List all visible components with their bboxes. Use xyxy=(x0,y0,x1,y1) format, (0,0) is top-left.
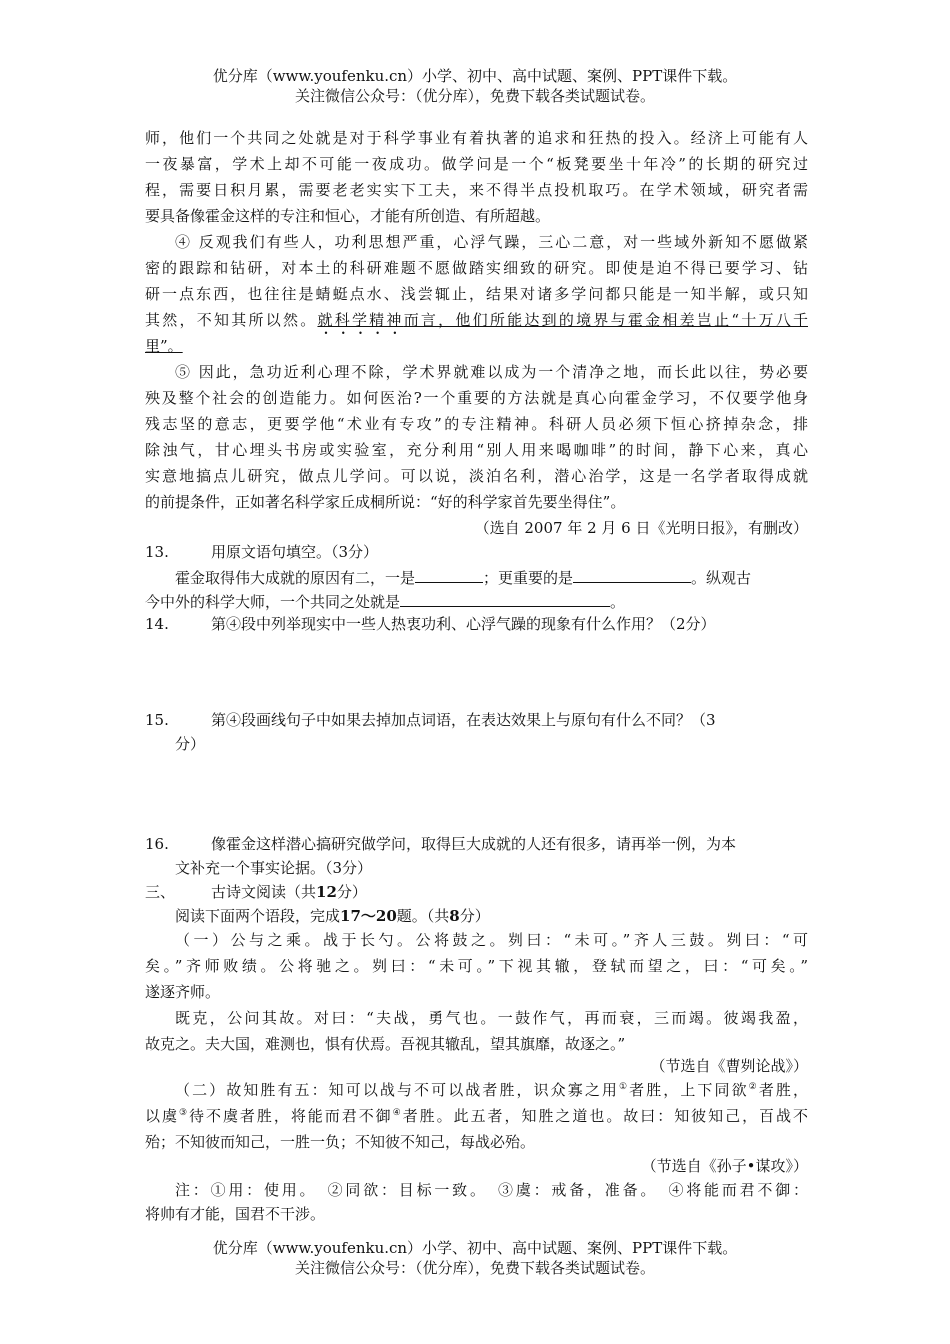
q13-text-d: 今中外的科学大师，一个共同之处就是 xyxy=(145,593,401,611)
footnote-ref-1: ① xyxy=(618,1082,630,1092)
source-2: （节选自《孙子•谋攻》） xyxy=(641,1157,808,1175)
page-header-line2: 关注微信公众号：（优分库），免费下载各类试题试卷。 xyxy=(294,87,655,105)
intro-score: 8 xyxy=(449,907,460,925)
question-16-text: 像霍金这样潜心搞研究做学问，取得巨大成就的人还有很多，请再举一例，为本 xyxy=(211,835,737,853)
text2-d: 以虞 xyxy=(145,1107,179,1125)
p5-line2: 殃及整个社会的创造能力。如何医治?一个重要的方法就是真心向霍金学习，不仅要学他身 xyxy=(145,389,808,407)
p5-line1: ⑤ 因此，急功近利心理不除，学术界就难以成为一个清净之地，而长此以往，势必要 xyxy=(175,363,808,381)
section-3-title-a: 古诗文阅读（共 xyxy=(211,883,317,901)
question-15 xyxy=(145,710,808,730)
p3-line3: 程，需要日积月累，需要老老实实下工夫，来不得半点投机取巧。在学术领域，研究者需 xyxy=(145,181,808,199)
answer-blank-3[interactable] xyxy=(400,590,610,607)
question-14-number: 14. xyxy=(145,615,169,633)
footnote-ref-2: ② xyxy=(748,1082,759,1092)
q13-text-a: 霍金取得伟大成就的原因有二，一是 xyxy=(175,569,416,587)
question-13-number: 13. xyxy=(145,543,169,561)
question-14 xyxy=(145,614,808,634)
p4-line5 xyxy=(145,336,808,356)
text2-line3: 殆；不知彼而知己，一胜一负；不知彼不知己，每战必殆。 xyxy=(145,1133,536,1151)
p3-line4: 要具备像霍金这样的专注和恒心，才能有所创造、有所超越。 xyxy=(145,207,551,225)
p3-line2: 一夜暴富，学术上却不可能一夜成功。做学问是一个“板凳要坐十年冷”的长期的研究过 xyxy=(145,155,808,173)
text2-line1 xyxy=(175,1080,808,1100)
text1-p2-line1: 既克，公问其故。对曰：“夫战，勇气也。一鼓作气，再而衰，三而竭。彼竭我盈， xyxy=(175,1009,808,1027)
p4-line1: ④ 反观我们有些人，功利思想严重，心浮气躁，三心二意，对一些域外新知不愿做紧 xyxy=(175,233,808,251)
p5-line6: 的前提条件，正如著名科学家丘成桐所说：“好的科学家首先要坐得住”。 xyxy=(145,493,626,511)
page-header-line1: 优分库（www.youfenku.cn）小学、初中、高中试题、案例、PPT课件下载。 xyxy=(212,67,738,85)
footnote-ref-3: ③ xyxy=(178,1108,189,1118)
p4-line4 xyxy=(145,310,808,338)
question-13 xyxy=(145,542,808,562)
text2-a: （二）故知胜有五：知可以战与不可以战者胜，识众寡之用 xyxy=(175,1081,619,1099)
dotted-words: 就科学精神 xyxy=(317,311,404,329)
p5-line3: 残志坚的意志，更要学他“术业有专攻”的专注精神。科研人员必须下恒心挤掉杂念，排 xyxy=(145,415,808,433)
text2-c: 者胜， xyxy=(758,1081,808,1099)
text1-p2-line2: 故克之。夫大国，难测也，惧有伏焉。吾视其辙乱，望其旗靡，故逐之。” xyxy=(145,1035,626,1053)
page-footer-line2: 关注微信公众号：（优分库），免费下载各类试题试卷。 xyxy=(294,1259,655,1277)
text1-line1: （一）公与之乘。战于长勺。公将鼓之。刿曰：“未可。”齐人三鼓。刿曰：“可 xyxy=(175,931,808,949)
p5-line4: 除浊气，甘心埋头书房或实验室，充分利用“别人用来喝咖啡”的时间，静下心来，真心 xyxy=(145,441,808,459)
q13-text-c: 。纵观古 xyxy=(691,569,752,587)
q13-text-b: ；更重要的是 xyxy=(483,569,574,587)
intro-e: 分） xyxy=(459,907,490,925)
question-16-cont: 文补充一个事实论据。（3分） xyxy=(175,859,373,877)
p4-line2: 密的跟踪和钻研，对本土的科研难题不愿做踏实细致的研究。即使是迫不得已要学习、钻 xyxy=(145,259,808,277)
q13-text-e: 。 xyxy=(610,593,626,611)
footnote-ref-4: ④ xyxy=(392,1108,403,1118)
text2-line2 xyxy=(145,1106,808,1126)
question-15-text: 第④段画线句子中如果去掉加点词语，在表达效果上与原句有什么不同？（3 xyxy=(211,711,716,729)
text1-line3: 遂逐齐师。 xyxy=(145,983,221,1001)
underlined-sentence-end: 里”。 xyxy=(145,337,183,355)
source-1: （节选自《曹刿论战》） xyxy=(650,1057,808,1075)
question-15-number: 15. xyxy=(145,711,169,729)
notes-line1: 注：①用：使用。 ②同欲：目标一致。 ③虞：戒备，准备。 ④将能而君不御： xyxy=(175,1181,808,1199)
question-13-fill-line1 xyxy=(175,566,808,588)
question-14-text: 第④段中列举现实中一些人热衷功利、心浮气躁的现象有什么作用？（2分） xyxy=(211,615,716,633)
section-3-number: 三、 xyxy=(145,883,176,901)
section-3-title xyxy=(145,882,808,902)
question-15-cont: 分） xyxy=(175,735,206,753)
question-16-number: 16. xyxy=(145,835,169,853)
p4-line3: 研一点东西，也往往是蜻蜓点水、浅尝辄止，结果对诸多学问都只能是一知半解，或只知 xyxy=(145,285,808,303)
section-3-intro xyxy=(175,906,808,926)
underlined-sentence: 而言，他们所能达到的境界与霍金相差岂止“十万八千 xyxy=(403,311,808,329)
intro-a: 阅读下面两个语段，完成 xyxy=(175,907,341,925)
question-13-text: 用原文语句填空。（3分） xyxy=(211,543,379,561)
section-3-title-c: 分） xyxy=(336,883,367,901)
answer-blank-2[interactable] xyxy=(573,566,691,583)
intro-range: 17～20 xyxy=(340,907,397,925)
text2-f: 者胜。此五者，知胜之道也。故曰：知彼知己，百战不 xyxy=(402,1107,808,1125)
passage-source: （选自 2007 年 2 月 6 日《光明日报》，有删改） xyxy=(474,519,808,537)
notes-line2: 将帅有才能，国君不干涉。 xyxy=(145,1205,326,1223)
text2-b: 者胜，上下同欲 xyxy=(629,1081,749,1099)
p3-line1: 师，他们一个共同之处就是对于科学事业有着执著的追求和狂热的投入。经济上可能有人 xyxy=(145,129,808,147)
text1-line2: 矣。”齐师败绩。公将驰之。刿曰：“未可。”下视其辙，登轼而望之，曰：“可矣。” xyxy=(145,957,808,975)
text2-e: 待不虞者胜，将能而君不御 xyxy=(189,1107,393,1125)
question-16 xyxy=(145,834,808,854)
question-13-fill-line2 xyxy=(145,590,808,612)
intro-c: 题。（共 xyxy=(396,907,450,925)
p4-plain-text: 其然，不知其所以然。 xyxy=(145,311,318,329)
answer-blank-1[interactable] xyxy=(415,566,483,583)
page-footer-line1: 优分库（www.youfenku.cn）小学、初中、高中试题、案例、PPT课件下载。 xyxy=(212,1239,738,1257)
p5-line5: 实意地搞点儿研究，做点儿学问。可以说，淡泊名利，潜心治学，这是一名学者取得成就 xyxy=(145,467,808,485)
section-3-score: 12 xyxy=(316,883,337,901)
